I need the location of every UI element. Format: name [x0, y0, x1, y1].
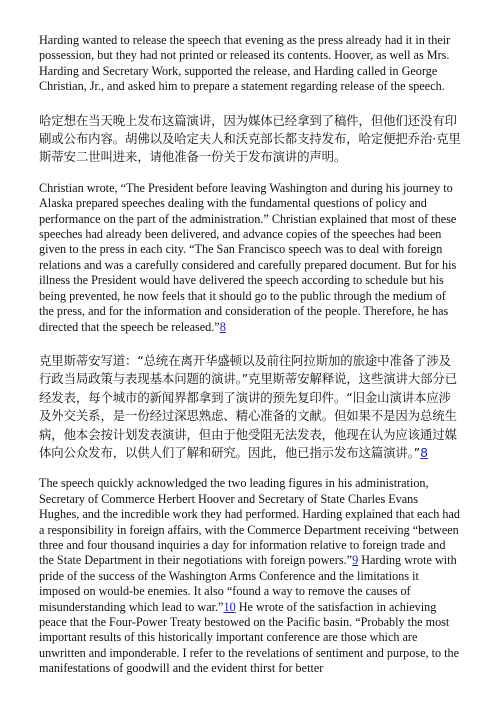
footnote-link[interactable]: 10: [223, 599, 236, 614]
paragraph-text: Harding wrote with pride of the success of the Washington Arms Conference and the limitations it imposed on would-be enemies. It also “found a way to remove the causes of misunderstanding which lead to war.”: [39, 553, 457, 614]
paragraph-en-christian: [39, 181, 461, 335]
footnote-link[interactable]: 9: [352, 553, 359, 568]
paragraph-zh-christian: [39, 352, 461, 462]
paragraph-en-release: [39, 33, 461, 95]
paragraph-text: The speech quickly acknowledged the two leading figures in his administration, Secretary of Commerce Herbert Hoover and Secretary of State Charles Evans Hughes, and the incredible work they had performed. Harding explained that each had a responsibility in foreign affairs, with the Commerce Department receiving “between three and four thousand inquiries a day for information relative to foreign trade and the State Department in their negotiations with foreign powers.”: [39, 476, 460, 568]
paragraph-text: Harding wanted to release the speech that evening as the press already had it in their possession, but they had not printed or released its contents. Hoover, as well as Mrs. Harding and Secretary Work, supported the release, and Harding called in George Christian, Jr., and asked him to prepare a statement regarding release of the speech.: [39, 33, 451, 94]
footnote-link[interactable]: 8: [219, 319, 226, 334]
paragraph-text: He wrote of the satisfaction in achieving peace that the Four-Power Treaty bestowed on the Pacific basin. “Probably the most important results of this historically important conference are those which are unwritten and imponderable. I refer to the revelations of sentiment and purpose, to the manifestations of goodwill and the evident thirst for better: [39, 599, 459, 676]
paragraph-en-speech: [39, 476, 461, 676]
paragraph-text: 克里斯蒂安写道：“总统在离开华盛顿以及前往阿拉斯加的旅途中准备了涉及行政当局政策与表现基本问题的演讲。”克里斯蒂安解释说，这些演讲大部分已经发表，每个城市的新闻界都拿到了演讲的预先复印件。“旧金山演讲本应涉及外交关系，是一份经过深思熟虑、精心准备的文献。但如果不是因为总统生病，他本会按计划发表演讲，但由于他受阻无法发表，他现在认为应该通过媒体向公众发布，以供人们了解和研究。因此，他已指示发布这篇演讲。”: [39, 352, 458, 460]
paragraph-text: 哈定想在当天晚上发布这篇演讲，因为媒体已经拿到了稿件，但他们还没有印刷或公布内容。胡佛以及哈定夫人和沃克部长都支持发布，哈定便把乔治·克里斯蒂安二世叫进来，请他准备一份关于发布演讲的声明。: [39, 112, 461, 165]
paragraph-text: Christian wrote, “The President before leaving Washington and during his journey to Alaska prepared speeches dealing with the fundamental questions of policy and performance on the part of the administration.” Christian explained that most of these speeches had already been delivered, and advance copies of the speeches had been given to the press in each city. “The San Francisco speech was to deal with foreign relations and was a carefully considered and carefully prepared document. But for his illness the President would have delivered the speech according to schedule but his being prevented, he now feels that it should go to the public through the medium of the press, and for the information and consideration of the people. Therefore, he has directed that the speech be released.”: [39, 180, 457, 334]
paragraph-zh-release: [39, 112, 461, 167]
document-page: [39, 33, 461, 677]
footnote-link[interactable]: 8: [420, 444, 428, 460]
